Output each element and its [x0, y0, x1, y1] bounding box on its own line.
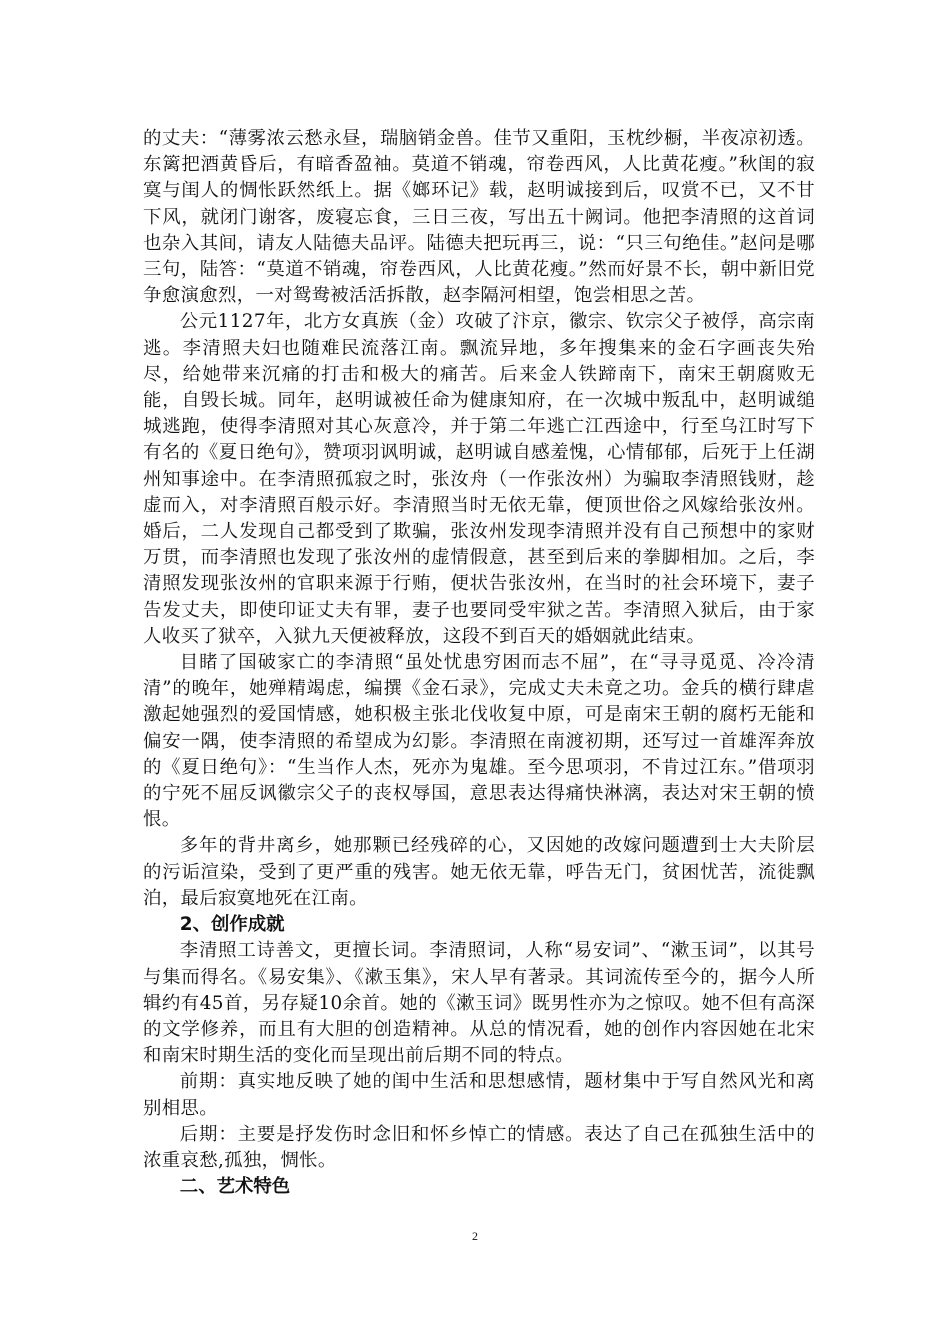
paragraph-jin-invasion: 公元1127年，北方女真族（金）攻破了汴京，徽宗、钦宗父子被俘，高宗南逃。李清照夫妇也随难民流落江南。飘流异地，多年搜集来的金石字画丧失殆尽，给她带来沉痛的打击和极大的痛苦。后来金人铁蹄南下，南宋王朝腐败无能，自毁长城。同年，赵明诚被任命为健康知府，在一次城中叛乱中，赵明诚缒城逃跑，使得李清照对其心灰意冷，并于第二年逃亡江西途中，行至乌江时写下有名的《夏日绝句》，赞项羽讽明诚，赵明诚自感羞愧，心情郁郁，后死于上任湖州知事途中。在李清照孤寂之时，张汝舟（一作张汝州）为骗取李清照钱财，趁虚而入，对李清照百般示好。李清照当时无依无靠，便顶世俗之风嫁给张汝州。婚后，二人发现自己都受到了欺骗，张汝州发现李清照并没有自己预想中的家财万贯，而李清照也发现了张汝州的虚情假意，甚至到后来的拳脚相加。之后，李清照发现张汝州的官职来源于行贿，便状告张汝州，在当时的社会环境下，妻子告发丈夫，即使印证丈夫有罪，妻子也要同受牢狱之苦。李清照入狱后，由于家人收买了狱卒，入狱九天便被释放，这段不到百天的婚姻就此结束。 [143, 311, 815, 647]
paragraph-death: 多年的背井离乡，她那颗已经残碎的心，又因她的改嫁问题遭到士大夫阶层的污诟渲染，受到了更严重的残害。她无依无靠，呼告无门，贫困忧苦，流徙飘泊，最后寂寞地死在江南。 [143, 835, 815, 909]
paragraph-late-years: 目睹了国破家亡的李清照“虽处忧患穷困而志不屈”，在“寻寻觅觅、冷冷清清”的晚年，她殚精竭虑，编撰《金石录》，完成丈夫未竟之功。金兵的横行肆虐激起她强烈的爱国情感，她积极主张北伐收复中原，可是南宋王朝的腐朽无能和偏安一隅，使李清照的希望成为幻影。李清照在南渡初期，还写过一首雄浑奔放的《夏日绝句》：“生当作人杰，死亦为鬼雄。至今思项羽，不肯过江东。”借项羽的宁死不屈反讽徽宗父子的丧权辱国，意思表达得痛快淋漓，表达对宋王朝的愤恨。 [143, 652, 815, 831]
paragraph-late-period: 后期：主要是抒发伤时念旧和怀乡悼亡的情感。表达了自己在孤独生活中的浓重哀愁,孤独，惆怅。 [143, 1123, 815, 1171]
body-text [143, 126, 815, 1200]
section-heading-art-features: 二、艺术特色 [179, 1176, 291, 1198]
page-number: 2 [472, 1229, 478, 1243]
paragraph-continuation: 的丈夫：“薄雾浓云愁永昼，瑞脑销金兽。佳节又重阳，玉枕纱橱，半夜凉初透。东篱把酒黄昏后，有暗香盈袖。莫道不销魂，帘卷西风，人比黄花瘦。”秋闺的寂寞与闺人的惆怅跃然纸上。据《嫏环记》载，赵明诚接到后，叹赏不已，又不甘下风，就闭门谢客，废寝忘食，三日三夜，写出五十阙词。他把李清照的这首词也杂入其间，请友人陆德夫品评。陆德夫把玩再三，说：“只三句绝佳。”赵问是哪三句，陆答：“莫道不销魂，帘卷西风，人比黄花瘦。”然而好景不长，朝中新旧党争愈演愈烈，一对鸳鸯被活活拆散，赵李隔河相望，饱尝相思之苦。 [143, 128, 815, 307]
paragraph-early-period: 前期：真实地反映了她的闺中生活和思想感情，题材集中于写自然风光和离别相思。 [143, 1071, 815, 1119]
section-heading-achievements: 2、创作成就 [179, 914, 285, 936]
paragraph-achievements: 李清照工诗善文，更擅长词。李清照词，人称“易安词”、“漱玉词”，以其号与集而得名。《易安集》、《漱玉集》，宋人早有著录。其词流传至今的，据今人所辑约有45首，另存疑10余首。她的《漱玉词》既男性亦为之惊叹。她不但有高深的文学修养，而且有大胆的创造精神。从总的情况看，她的创作内容因她在北宋和南宋时期生活的变化而呈现出前后期不同的特点。 [143, 940, 815, 1067]
